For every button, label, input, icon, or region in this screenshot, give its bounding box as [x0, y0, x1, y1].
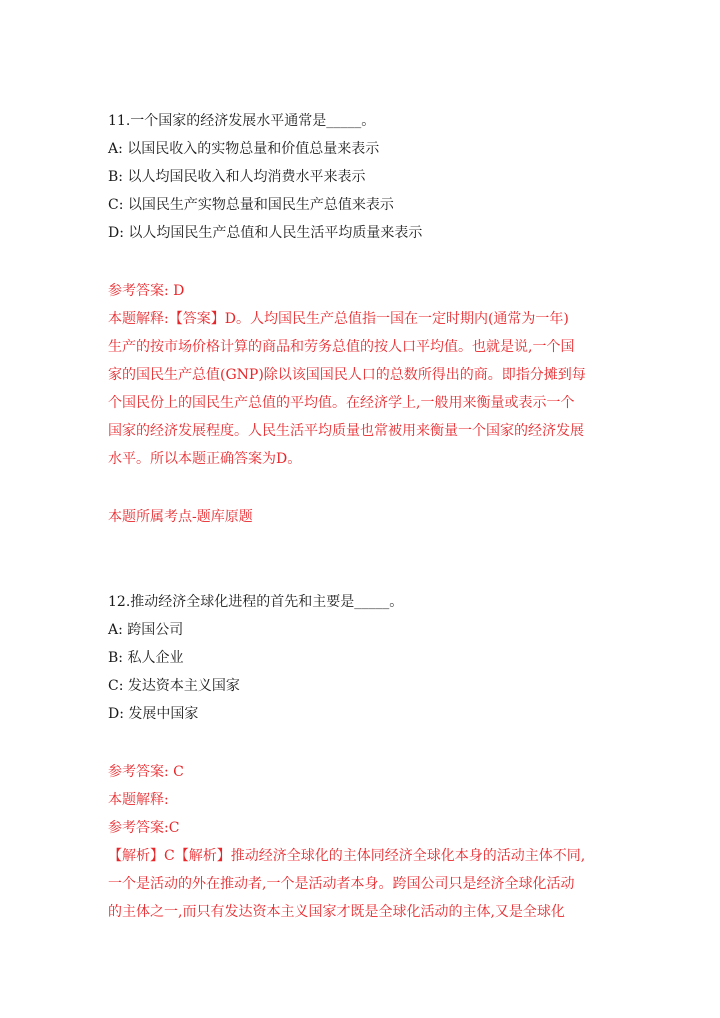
question-12-option-b: B: 私人企业 — [108, 650, 184, 666]
question-12-explanation-line: 一个是活动的外在推动者,一个是活动者本身。跨国公司只是经济全球化活动 — [108, 876, 575, 892]
question-11-explanation-line: 国家的经济发展程度。人民生活平均质量也常被用来衡量一个国家的经济发展 — [108, 423, 584, 439]
question-12-explanation-line: 【解析】C【解析】推动经济全球化的主体同经济全球化本身的活动主体不同, — [108, 848, 586, 864]
question-11-option-b: B: 以人均国民收入和人均消费水平来表示 — [108, 169, 366, 185]
question-11-option-d: D: 以人均国民生产总值和人民生活平均质量来表示 — [108, 225, 423, 241]
question-11-explanation-line: 水平。所以本题正确答案为D。 — [108, 451, 302, 467]
question-11-explanation-line: 家的国民生产总值(GNP)除以该国国民人口的总数所得出的商。即指分摊到每 — [108, 367, 586, 383]
question-12-explanation-label: 本题解释: — [108, 792, 169, 808]
question-11-explanation-line: 个国民份上的国民生产总值的平均值。在经济学上,一般用来衡量或表示一个 — [108, 395, 575, 411]
question-12-option-c: C: 发达资本主义国家 — [108, 678, 240, 694]
question-12-explanation-line: 的主体之一,而只有发达资本主义国家才既是全球化活动的主体,又是全球化 — [108, 904, 565, 920]
question-12-answer: 参考答案: C — [108, 764, 184, 780]
question-12-option-a: A: 跨国公司 — [108, 622, 184, 638]
question-12-option-d: D: 发展中国家 — [108, 706, 199, 722]
question-11-option-c: C: 以国民生产实物总量和国民生产总值来表示 — [108, 197, 394, 213]
question-11-option-a: A: 以国民收入的实物总量和价值总量来表示 — [108, 141, 380, 157]
question-12-answer-repeat: 参考答案:C — [108, 820, 180, 836]
question-11-explanation-line: 生产的按市场价格计算的商品和劳务总值的按人口平均值。也就是说,一个国 — [108, 339, 575, 355]
question-11-explanation-line: 本题解释:【答案】D。人均国民生产总值指一国在一定时期内(通常为一年) — [108, 311, 569, 327]
question-11-answer: 参考答案: D — [108, 283, 185, 299]
question-11-category: 本题所属考点-题库原题 — [108, 509, 253, 525]
question-12-text: 12.推动经济全球化进程的首先和主要是_____。 — [108, 594, 404, 610]
question-11-text: 11.一个国家的经济发展水平通常是_____。 — [108, 113, 376, 129]
